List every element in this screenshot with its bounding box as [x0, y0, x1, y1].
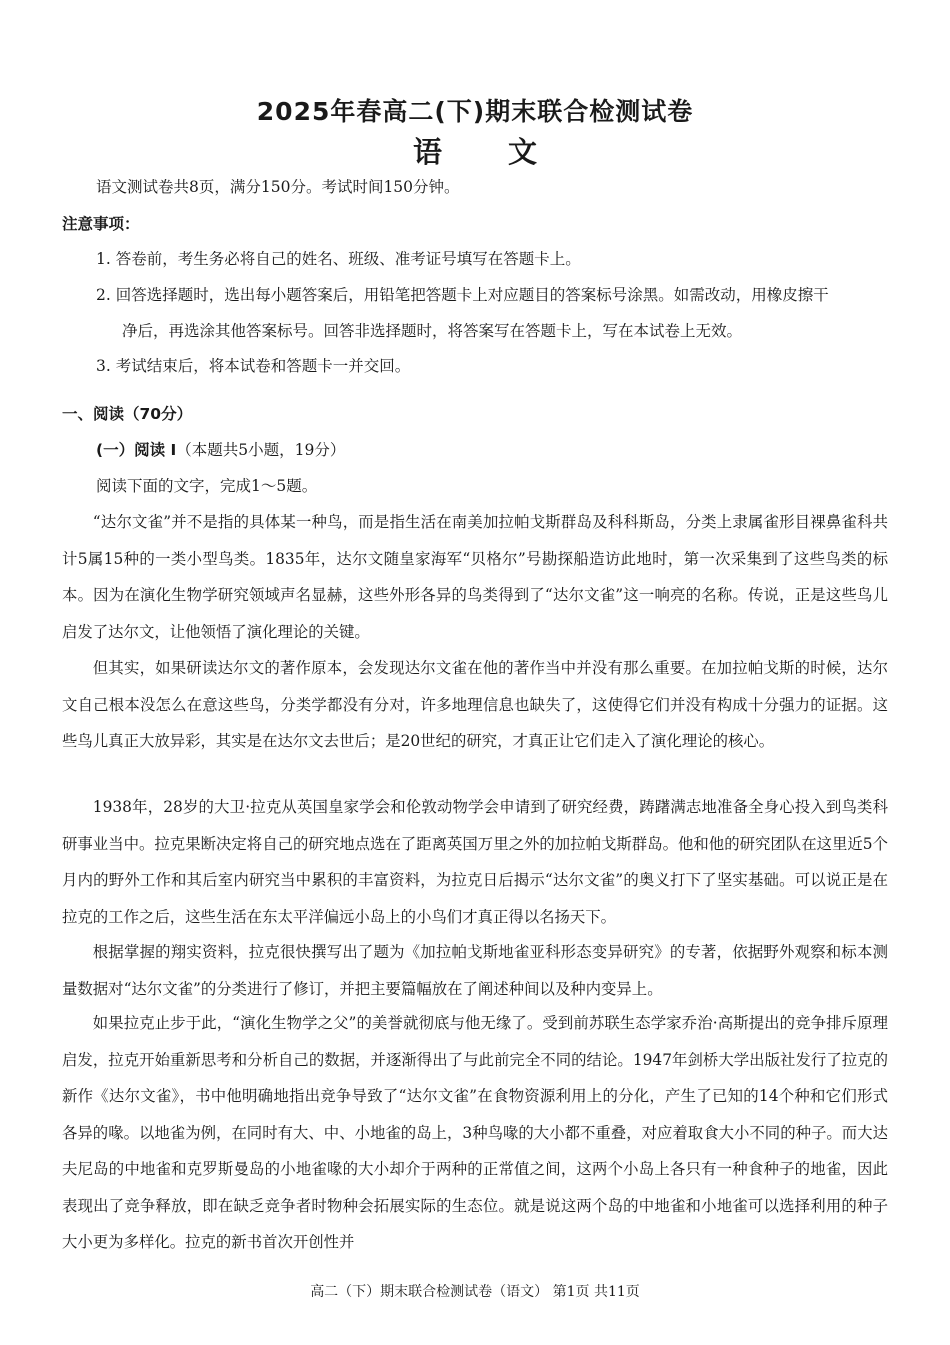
notice-item: 2. 回答选择题时，选出每小题答案后，用铅笔把答题卡上对应题目的答案标号涂黑。如需改动，用橡皮擦干	[96, 286, 829, 304]
subsection-title: (一）阅读 I	[96, 441, 177, 459]
notice-item: 3. 考试结束后，将本试卷和答题卡一并交回。	[96, 357, 411, 375]
notice-item: 净后，再选涂其他答案标号。回答非选择题时，将答案写在答题卡上，写在本试卷上无效。	[122, 322, 743, 340]
passage-paragraph: 如果拉克止步于此，“演化生物学之父”的美誉就彻底与他无缘了。受到前苏联生态学家乔治·高斯提出的竞争排斥原理启发，拉克开始重新思考和分析自己的数据，并逐渐得出了与此前完全不同的结论。1947年剑桥大学出版社发行了拉克的新作《达尔文雀》，书中他明确地指出竞争导致了“达尔文雀”在食物资源利用上的分化，产生了已知的14个种和它们形式各异的喙。以地雀为例，在同时有大、中、小地雀的岛上，3种鸟喙的大小都不重叠，对应着取食大小不同的种子。而大达夫尼岛的中地雀和克罗斯曼岛的小地雀喙的大小却介于两种的正常值之间，这两个小岛上各只有一种食种子的地雀，因此表现出了竞争释放，即在缺乏竞争者时物种会拓展实际的生态位。就是说这两个岛的中地雀和小地雀可以选择利用的种子大小更为多样化。拉克的新书首次开创性并	[62, 1014, 888, 1251]
passage-paragraph: “达尔文雀”并不是指的具体某一种鸟，而是指生活在南美加拉帕戈斯群岛及科科斯岛，分类上隶属雀形目裸鼻雀科共计5属15种的一类小型鸟类。1835年，达尔文随皇家海军“贝格尔”号勘探船造访此地时，第一次采集到了这些鸟类的标本。因为在演化生物学研究领域声名显赫，这些外形各异的鸟类得到了“达尔文雀”这一响亮的名称。传说，正是这些鸟儿启发了达尔文，让他领悟了演化理论的关键。	[62, 513, 888, 641]
notice-item: 1. 答卷前，考生务必将自己的姓名、班级、准考证号填写在答题卡上。	[96, 250, 581, 268]
subsection-heading	[96, 439, 345, 461]
passage-paragraph: 1938年，28岁的大卫·拉克从英国皇家学会和伦敦动物学会申请到了研究经费，踌躇满志地准备全身心投入到鸟类科研事业当中。拉克果断决定将自己的研究地点选在了距离英国万里之外的加拉帕戈斯群岛。他和他的研究团队在这里近5个月内的野外工作和其后室内研究当中累积的丰富资料，为拉克日后揭示“达尔文雀”的奥义打下了坚实基础。可以说正是在拉克的工作之后，这些生活在东太平洋偏远小岛上的小鸟们才真正得以名扬天下。	[62, 798, 888, 926]
notice-heading: 注意事项：	[62, 215, 140, 233]
passage-paragraph: 但其实，如果研读达尔文的著作原本，会发现达尔文雀在他的著作当中并没有那么重要。在加拉帕戈斯的时候，达尔文自己根本没怎么在意这些鸟，分类学都没有分对，许多地理信息也缺失了，这使得它们并没有构成十分强力的证据。这些鸟儿真正大放异彩，其实是在达尔文去世后；是20世纪的研究，才真正让它们走入了演化理论的核心。	[62, 659, 888, 750]
passage-paragraph: 根据掌握的翔实资料，拉克很快撰写出了题为《加拉帕戈斯地雀亚科形态变异研究》的专著，依据野外观察和标本测量数据对“达尔文雀”的分类进行了修订，并把主要篇幅放在了阐述种间以及种内变异上。	[62, 943, 888, 998]
exam-title: 2025年春高二(下)期末联合检测试卷	[256, 97, 694, 126]
page-footer: 高二（下）期末联合检测试卷（语文） 第1页 共11页	[310, 1284, 640, 1300]
subject-title: 语 文	[412, 135, 566, 169]
section-heading: 一、阅读（70分）	[62, 405, 193, 423]
reading-instruction: 阅读下面的文字，完成1～5题。	[96, 477, 318, 495]
subsection-detail: （本题共5小题，19分）	[176, 441, 346, 459]
exam-intro: 语文测试卷共8页，满分150分。考试时间150分钟。	[96, 178, 460, 196]
